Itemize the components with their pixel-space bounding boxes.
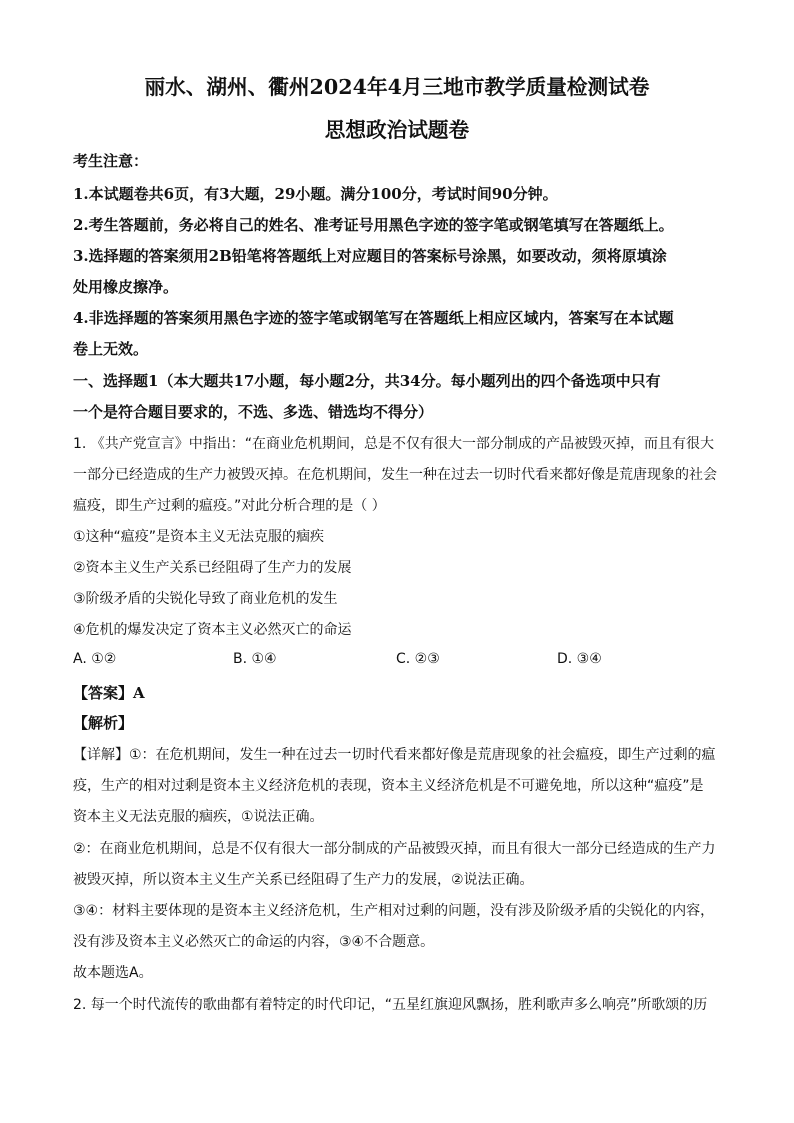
q2-stem-line-1: 2. 每一个时代流传的歌曲都有着特定的时代印记，“五星红旗迎风飘扬，胜利歌声多么响亮”所歌颂的历 (73, 997, 708, 1013)
q1-option-b: B. ①④ (233, 651, 277, 667)
q1-detail-line-2: 疫，生产的相对过剩是资本主义经济危机的表现，资本主义经济危机是不可避免地，所以这种“瘟疫”是 (73, 778, 704, 794)
q1-option-c: C. ②③ (396, 651, 440, 667)
q1-stem-line-3: 瘟疫，即生产过剩的瘟疫。”对此分析合理的是（ ） (73, 498, 386, 514)
q1-statement-4: ④危机的爆发决定了资本主义必然灭亡的命运 (73, 622, 352, 638)
q1-detail-line-6: ③④：材料主要体现的是资本主义经济危机，生产相对过剩的问题，没有涉及阶级矛盾的尖锐化的内容， (73, 903, 715, 919)
q1-stem-line-1: 1. 《共产党宣言》中指出：“在商业危机期间，总是不仅有很大一部分制成的产品被毁灭掉，而且有很大 (73, 436, 715, 452)
q1-answer: 【答案】A (73, 684, 145, 702)
q1-detail-line-7: 没有涉及资本主义必然灭亡的命运的内容，③④不合题意。 (73, 934, 435, 950)
q1-detail-line-3: 资本主义无法克服的痼疾，①说法正确。 (73, 809, 324, 825)
q1-detail-line-8: 故本题选A。 (73, 965, 153, 981)
exam-subtitle: 思想政治试题卷 (324, 118, 470, 142)
q1-statement-3: ③阶级矛盾的尖锐化导致了商业危机的发生 (73, 591, 338, 607)
notice-item-2: 2.考生答题前，务必将自己的姓名、准考证号用黑色字迹的签字笔或钢笔填写在答题纸上。 (73, 216, 674, 234)
q1-statement-1: ①这种“瘟疫”是资本主义无法克服的痼疾 (73, 529, 325, 545)
q1-detail-line-4: ②：在商业危机期间，总是不仅有很大一部分制成的产品被毁灭掉，而且有很大一部分已经造成的生产力 (73, 841, 716, 857)
notice-item-4: 4.非选择题的答案须用黑色字迹的签字笔或钢笔写在答题纸上相应区域内，答案写在本试题 (73, 309, 674, 327)
section-heading: 一、选择题1（本大题共17小题，每小题2分，共34分。每小题列出的四个备选项中只有 (73, 372, 661, 390)
q1-analysis-label: 【解析】 (73, 714, 134, 732)
exam-title: 丽水、湖州、衢州2024年4月三地市教学质量检测试卷 (144, 75, 650, 99)
q1-detail-line-1: 【详解】①：在危机期间，发生一种在过去一切时代看来都好像是荒唐现象的社会瘟疫，即生产过剩的瘟 (73, 747, 716, 763)
notice-item-3: 3.选择题的答案须用2B铅笔将答题纸上对应题目的答案标号涂黑，如要改动，须将原填涂 (73, 247, 667, 265)
q1-detail-line-5: 被毁灭掉，所以资本主义生产关系已经阻碍了生产力的发展，②说法正确。 (73, 872, 534, 888)
q1-statement-2: ②资本主义生产关系已经阻碍了生产力的发展 (73, 560, 352, 576)
section-heading-cont: 一个是符合题目要求的，不选、多选、错选均不得分） (73, 403, 434, 421)
notice-item-4-cont: 卷上无效。 (73, 340, 149, 358)
q1-option-d: D. ③④ (557, 651, 602, 667)
notice-item-1: 1.本试题卷共6页，有3大题，29小题。满分100分，考试时间90分钟。 (73, 185, 558, 203)
notice-heading: 考生注意： (73, 152, 149, 170)
q1-option-a: A. ①② (73, 651, 117, 667)
q1-stem-line-2: 一部分已经造成的生产力被毁灭掉。在危机期间，发生一种在过去一切时代看来都好像是荒唐现象的社会 (73, 467, 717, 483)
notice-item-3-cont: 处用橡皮擦净。 (73, 278, 179, 296)
